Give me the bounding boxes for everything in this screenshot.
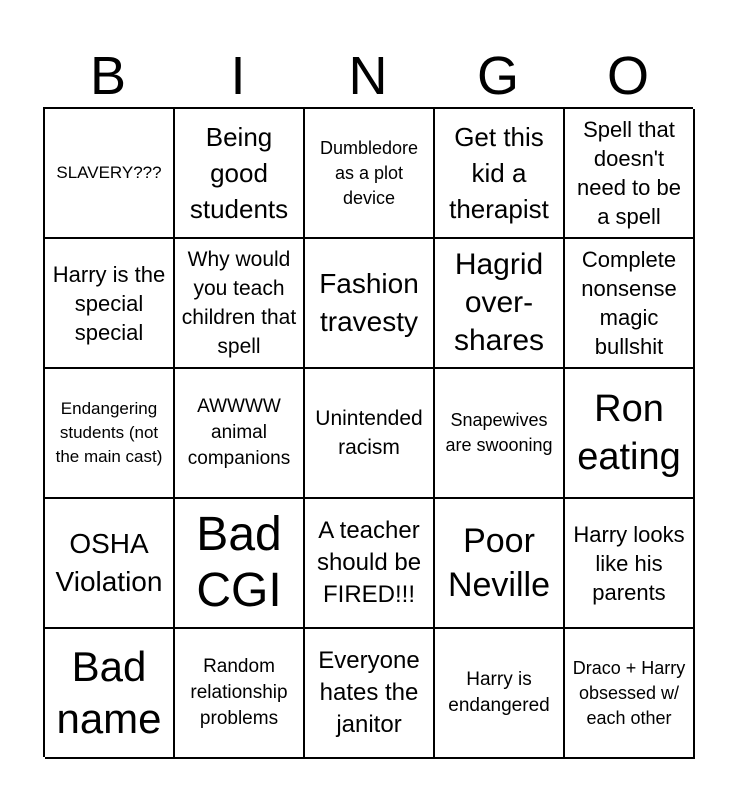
bingo-cell[interactable] [435,499,565,629]
bingo-cell[interactable] [45,239,175,369]
bingo-cell[interactable] [175,239,305,369]
cell-text: Random relationship problems [190,656,288,729]
cell-text: Unintended racism [315,407,423,459]
bingo-card-grid [43,107,693,757]
cell-text: Bad name [56,643,162,742]
cell-text: Harry is the special special [52,261,166,345]
bingo-cell[interactable] [565,629,695,759]
header-letter-o: O [606,46,649,106]
header-letter-n: N [348,46,388,106]
bingo-cell[interactable] [305,499,435,629]
bingo-cell[interactable] [175,499,305,629]
cell-text: OSHA Violation [55,528,163,597]
bingo-cell[interactable] [175,629,305,759]
cell-text: Endangering students (not the main cast) [55,399,163,466]
bingo-cell[interactable] [305,369,435,499]
cell-text: Draco + Harry obsessed w/ each other [572,657,686,728]
cell-text: Why would you teach children that spell [181,248,297,358]
cell-text: Complete nonsense magic bullshit [581,247,677,359]
cell-text: Spell that doesn't need to be a spell [577,117,681,229]
cell-text: Harry is endangered [448,669,550,716]
cell-text: Ron eating [577,388,681,478]
header-letter-b: B [89,46,127,106]
bingo-cell[interactable] [305,629,435,759]
bingo-cell[interactable] [305,239,435,369]
header-letter-i: I [230,46,246,106]
bingo-cell[interactable] [45,109,175,239]
bingo-header [43,44,693,108]
cell-text: Hagrid over-shares [453,248,545,357]
cell-text: Harry looks like his parents [573,521,685,605]
cell-text: SLAVERY??? [56,163,162,182]
cell-text: Poor Neville [447,522,551,604]
cell-text: Dumbledore as a plot device [319,137,419,208]
bingo-cell[interactable] [435,629,565,759]
cell-text: AWWWW animal companions [187,396,291,469]
bingo-cell[interactable] [175,109,305,239]
cell-text: Being good students [189,122,289,224]
bingo-cell[interactable] [435,109,565,239]
bingo-cell[interactable] [435,369,565,499]
bingo-cell[interactable] [305,109,435,239]
cell-text: Snapewives are swooning [445,410,553,455]
bingo-cell[interactable] [45,369,175,499]
cell-text: Fashion travesty [319,268,419,337]
cell-text: Everyone hates the janitor [318,647,420,738]
cell-text: Get this kid a therapist [449,122,549,224]
cell-text: A teacher should be FIRED!!! [316,517,422,608]
bingo-cell[interactable] [565,109,695,239]
bingo-cell[interactable] [175,369,305,499]
bingo-cell[interactable] [435,239,565,369]
bingo-cell[interactable] [45,629,175,759]
bingo-cell[interactable] [565,369,695,499]
header-letter-g: G [476,46,519,106]
bingo-cell[interactable] [45,499,175,629]
cell-text: Bad CGI [196,508,282,617]
bingo-cell[interactable] [565,239,695,369]
bingo-cell[interactable] [565,499,695,629]
